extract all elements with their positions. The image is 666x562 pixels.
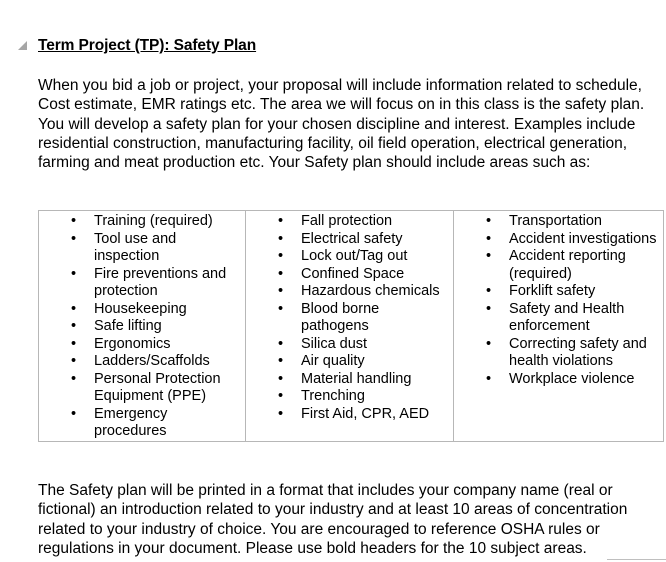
bullet-dot-icon: • bbox=[278, 213, 284, 229]
bullet-dot-icon: • bbox=[486, 370, 492, 387]
list-item-text: Training (required) bbox=[94, 213, 213, 229]
list-item bbox=[39, 301, 245, 319]
list-item bbox=[246, 213, 453, 231]
list-item-text: Accident reporting (required) bbox=[509, 248, 626, 282]
list-item bbox=[246, 283, 453, 301]
bullet-dot-icon: • bbox=[486, 248, 492, 264]
list-item-text: First Aid, CPR, AED bbox=[301, 405, 430, 422]
list-item bbox=[246, 231, 453, 249]
list-item bbox=[246, 371, 453, 389]
list-item-text: Blood borne pathogens bbox=[301, 300, 380, 334]
list-item-text: Accident investigations bbox=[509, 230, 657, 247]
list-item bbox=[39, 213, 245, 231]
list-item bbox=[246, 353, 453, 371]
list-item-text: Transportation bbox=[509, 213, 602, 229]
list-item-text: Emergency procedures bbox=[94, 405, 168, 439]
list-item-text: Air quality bbox=[301, 353, 365, 369]
list-item bbox=[246, 266, 453, 284]
list-item bbox=[39, 336, 245, 354]
list-item-text: Ergonomics bbox=[94, 335, 171, 352]
bullet-dot-icon: • bbox=[71, 405, 77, 422]
bullet-dot-icon: • bbox=[71, 213, 77, 229]
list-item-text: Forklift safety bbox=[509, 283, 596, 299]
bullet-dot-icon: • bbox=[486, 283, 492, 299]
list-item-text: Housekeeping bbox=[94, 300, 187, 317]
table-row bbox=[39, 211, 664, 442]
list-item bbox=[454, 231, 663, 249]
list-item bbox=[246, 406, 453, 424]
list-item-text: Silica dust bbox=[301, 335, 368, 352]
list-item bbox=[39, 318, 245, 336]
list-item-text: Tool use and inspection bbox=[94, 230, 177, 264]
bullet-dot-icon: • bbox=[71, 353, 77, 369]
bullet-dot-icon: • bbox=[71, 335, 77, 352]
list-item bbox=[39, 231, 245, 266]
bullet-dot-icon: • bbox=[71, 370, 77, 387]
bullet-dot-icon: • bbox=[278, 283, 284, 299]
bullet-dot-icon: • bbox=[278, 248, 284, 264]
list-item bbox=[39, 371, 245, 406]
list-item-text: Fall protection bbox=[301, 213, 393, 229]
bullet-dot-icon: • bbox=[278, 335, 284, 352]
list-item-text: Trenching bbox=[301, 388, 365, 404]
bullet-dot-icon: • bbox=[278, 230, 284, 247]
bullet-dot-icon: • bbox=[278, 370, 284, 387]
list-item-text: Workplace violence bbox=[509, 370, 635, 387]
bullet-dot-icon: • bbox=[486, 300, 492, 317]
list-item bbox=[454, 248, 663, 283]
page-title: Term Project (TP): Safety Plan bbox=[38, 37, 257, 54]
list-item-text: Personal Protection Equipment (PPE) bbox=[94, 370, 221, 404]
list-item bbox=[39, 406, 245, 441]
page-edge-divider bbox=[607, 559, 666, 560]
list-item-text: Hazardous chemicals bbox=[301, 283, 440, 299]
intro-paragraph: When you bid a job or project, your proposal will include information related to schedule, Cost estimate, EMR ratings etc. The area we will focus on in this class is the safety plan. You will develop a safety plan for your chosen discipline and interest. Examples include residential construction, manufacturing facility, oil field operation, electrical generation, farming and meat production etc. Your Safety plan should include areas such as: bbox=[38, 77, 645, 172]
bullet-dot-icon: • bbox=[486, 335, 492, 352]
list-item bbox=[246, 388, 453, 406]
closing-paragraph: The Safety plan will be printed in a format that includes your company name (real or fictional) an introduction related to your industry and at least 10 areas of concentration related to your industry of choice. You are encouraged to reference OSHA rules or regulations in your document. Please use bold headers for the 10 subject areas. bbox=[38, 482, 628, 557]
list-item-text: Lock out/Tag out bbox=[301, 248, 408, 264]
list-item bbox=[454, 283, 663, 301]
bullet-dot-icon: • bbox=[278, 353, 284, 369]
list-item bbox=[454, 301, 663, 336]
bullet-dot-icon: • bbox=[278, 300, 284, 317]
list-item-text: Ladders/Scaffolds bbox=[94, 353, 210, 369]
list-item bbox=[454, 213, 663, 231]
list-item-text: Safe lifting bbox=[94, 318, 162, 334]
list-item-text: Safety and Health enforcement bbox=[509, 300, 625, 334]
bullet-dot-icon: • bbox=[486, 213, 492, 229]
bullet-dot-icon: • bbox=[278, 265, 284, 282]
bullet-dot-icon: • bbox=[71, 318, 77, 334]
topics-list-1 bbox=[39, 213, 245, 441]
bullet-dot-icon: • bbox=[278, 405, 284, 422]
list-item-text: Material handling bbox=[301, 370, 412, 387]
topics-column-2 bbox=[246, 211, 454, 442]
list-item bbox=[246, 336, 453, 354]
topics-column-1 bbox=[39, 211, 246, 442]
list-item-text: Electrical safety bbox=[301, 230, 403, 247]
bullet-dot-icon: • bbox=[278, 388, 284, 404]
list-item-text: Fire preventions and protection bbox=[94, 265, 227, 299]
bullet-dot-icon: • bbox=[486, 230, 492, 247]
list-item bbox=[454, 336, 663, 371]
list-item-text: Confined Space bbox=[301, 265, 405, 282]
list-item bbox=[454, 371, 663, 389]
topics-column-3 bbox=[454, 211, 664, 442]
bullet-dot-icon: • bbox=[71, 300, 77, 317]
list-item bbox=[39, 353, 245, 371]
list-item bbox=[246, 248, 453, 266]
topics-list-2 bbox=[246, 213, 453, 423]
list-item bbox=[39, 266, 245, 301]
list-item-text: Correcting safety and health violations bbox=[509, 335, 647, 369]
bullet-dot-icon: • bbox=[71, 265, 77, 282]
topics-list-3 bbox=[454, 213, 663, 388]
list-item bbox=[246, 301, 453, 336]
bullet-dot-icon: • bbox=[71, 230, 77, 247]
collapse-triangle-icon[interactable] bbox=[18, 41, 27, 50]
safety-topics-table bbox=[38, 210, 664, 442]
